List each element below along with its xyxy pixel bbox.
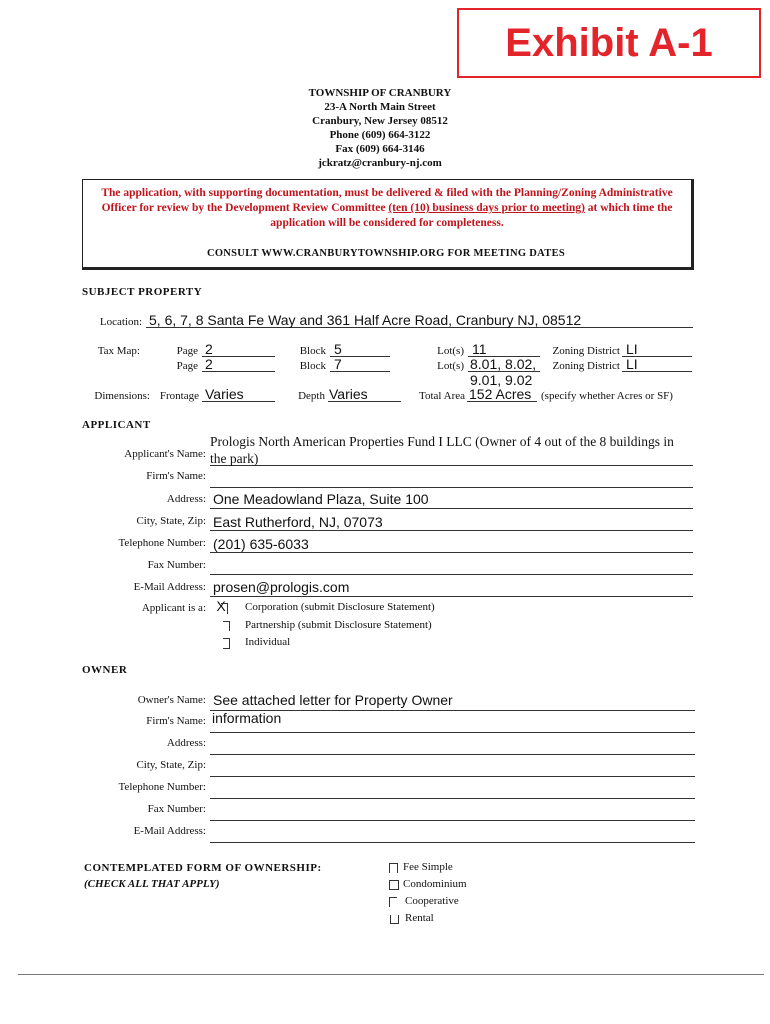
applicant-fax-line: [210, 574, 693, 575]
owner-address-label: Address:: [166, 737, 206, 749]
corporation-label: Corporation (submit Disclosure Statement): [245, 601, 435, 613]
applicant-type-individual[interactable]: [213, 635, 513, 651]
owner-name-line: [210, 710, 695, 711]
applicant-phone-line: [210, 552, 693, 553]
applicant-email-value[interactable]: prosen@prologis.com: [213, 579, 350, 595]
applicant-email-line: [210, 596, 693, 597]
checkbox-rental[interactable]: [390, 915, 399, 924]
checkbox-corporation-box: [221, 603, 228, 614]
notice-box: [82, 179, 694, 270]
lots-label-1: Lot(s): [437, 345, 464, 357]
specify-hint: (specify whether Acres or SF): [541, 390, 673, 402]
township-header: [230, 86, 530, 170]
ownership-option-cooperative[interactable]: [388, 895, 508, 910]
checkbox-fee-simple[interactable]: [389, 863, 398, 873]
block-label-1: Block: [299, 345, 326, 357]
applicant-address-label: Address:: [166, 493, 206, 505]
applicant-email-label: E-Mail Address:: [133, 581, 206, 593]
lots-value-3[interactable]: 9.01, 9.02: [470, 372, 533, 388]
township-email: jckratz@cranbury-nj.com: [318, 157, 442, 169]
owner-name-label: Owner's Name:: [137, 694, 206, 706]
applicant-heading: APPLICANT: [82, 419, 151, 431]
owner-city-line: [210, 776, 695, 777]
frontage-value[interactable]: Varies: [205, 386, 244, 402]
checkbox-partnership[interactable]: [223, 621, 230, 631]
township-city: Cranbury, New Jersey 08512: [312, 115, 448, 127]
zoning-value-1[interactable]: LI: [626, 341, 638, 357]
frontage-label: Frontage: [159, 390, 199, 402]
block-value-1[interactable]: 5: [334, 341, 342, 357]
applicant-phone-value[interactable]: (201) 635-6033: [213, 536, 309, 552]
total-area-label: Total Area: [419, 390, 465, 402]
ownership-option-rental[interactable]: [388, 912, 508, 927]
lots-value-2[interactable]: 8.01, 8.02,: [470, 356, 537, 372]
applicant-city-line: [210, 530, 693, 531]
applicant-address-value[interactable]: One Meadowland Plaza, Suite 100: [213, 491, 429, 507]
owner-firm-value[interactable]: information: [212, 710, 282, 726]
checkbox-corporation[interactable]: X: [216, 598, 226, 614]
owner-fax-label: Fax Number:: [147, 803, 206, 815]
depth-label: Depth: [298, 390, 325, 402]
fee-simple-label: Fee Simple: [403, 861, 453, 873]
page-value-1[interactable]: 2: [205, 341, 213, 357]
owner-phone-line: [210, 798, 695, 799]
consult-text: CONSULT WWW.CRANBURYTOWNSHIP.ORG FOR MEETING DATES: [206, 248, 566, 259]
township-name: TOWNSHIP OF CRANBURY: [308, 87, 452, 99]
zoning-label-2: Zoning District: [552, 360, 620, 372]
owner-address-line: [210, 754, 695, 755]
lots-value-1[interactable]: 11: [472, 341, 487, 357]
applicant-phone-label: Telephone Number:: [118, 537, 206, 549]
total-area-value[interactable]: 152 Acres: [469, 386, 532, 402]
applicant-type-partnership[interactable]: [213, 618, 513, 634]
ownership-option-condominium[interactable]: [388, 878, 508, 893]
subject-heading: SUBJECT PROPERTY: [82, 286, 203, 298]
partnership-label: Partnership (submit Disclosure Statement): [245, 619, 432, 631]
page-value-2[interactable]: 2: [205, 356, 213, 372]
owner-email-label: E-Mail Address:: [133, 825, 206, 837]
applicant-is-label: Applicant is a:: [141, 602, 206, 614]
ownership-subheading: (CHECK ALL THAT APPLY): [84, 878, 220, 890]
applicant-type-corporation[interactable]: [213, 600, 513, 616]
applicant-city-value[interactable]: East Rutherford, NJ, 07073: [213, 514, 383, 530]
checkbox-individual[interactable]: [223, 638, 230, 649]
checkbox-condominium[interactable]: [389, 880, 399, 890]
ownership-option-fee-simple[interactable]: [388, 861, 508, 876]
zoning-label-1: Zoning District: [552, 345, 620, 357]
dimensions-label: Dimensions:: [94, 390, 150, 402]
depth-value[interactable]: Varies: [329, 386, 368, 402]
firm-name-label: Firm's Name:: [146, 470, 206, 482]
block-value-2[interactable]: 7: [334, 356, 342, 372]
township-phone: Phone (609) 664-3122: [329, 129, 431, 141]
firm-name-line: [210, 487, 693, 488]
notice-text: The application, with supporting documentation, must be delivered & filed with the Planning/Zoning Administrative Officer for review by the Development Review Committee (ten (10) business days prior to meeting) at which time the application will be considered for completeness.: [101, 187, 673, 229]
owner-fax-line: [210, 820, 695, 821]
notice-deadline: (ten (10) business days prior to meeting): [388, 202, 585, 214]
applicant-name-value[interactable]: Prologis North American Properties Fund I LLC (Owner of 4 out of the 8 buildings in the park): [210, 434, 674, 466]
rental-label: Rental: [405, 912, 434, 924]
township-fax: Fax (609) 664-3146: [335, 143, 425, 155]
owner-city-label: City, State, Zip:: [136, 759, 206, 771]
checkbox-cooperative[interactable]: [389, 897, 397, 907]
location-value[interactable]: 5, 6, 7, 8 Santa Fe Way and 361 Half Acre Road, Cranbury NJ, 08512: [149, 312, 582, 328]
page-label-1: Page: [176, 345, 198, 357]
owner-firm-label: Firm's Name:: [146, 715, 206, 727]
township-street: 23-A North Main Street: [324, 101, 436, 113]
bottom-rule: [18, 974, 764, 975]
tax-map-label: Tax Map:: [97, 345, 140, 357]
lots-label-2: Lot(s): [437, 360, 464, 372]
owner-email-line: [210, 842, 695, 843]
owner-phone-label: Telephone Number:: [118, 781, 206, 793]
block-label-2: Block: [299, 360, 326, 372]
location-label: Location:: [99, 316, 142, 328]
individual-label: Individual: [245, 636, 291, 648]
applicant-fax-label: Fax Number:: [147, 559, 206, 571]
applicant-address-line: [210, 508, 693, 509]
applicant-name-label: Applicant's Name:: [124, 448, 206, 460]
owner-heading: OWNER: [82, 664, 128, 676]
ownership-heading: CONTEMPLATED FORM OF OWNERSHIP:: [84, 862, 322, 874]
owner-firm-line: [210, 732, 695, 733]
exhibit-label: Exhibit A-1: [457, 8, 761, 78]
applicant-city-label: City, State, Zip:: [136, 515, 206, 527]
zoning-value-2[interactable]: LI: [626, 356, 638, 372]
condominium-label: Condominium: [403, 878, 467, 890]
owner-name-value[interactable]: See attached letter for Property Owner: [213, 692, 453, 708]
cooperative-label: Cooperative: [405, 895, 459, 907]
page-label-2: Page: [176, 360, 198, 372]
